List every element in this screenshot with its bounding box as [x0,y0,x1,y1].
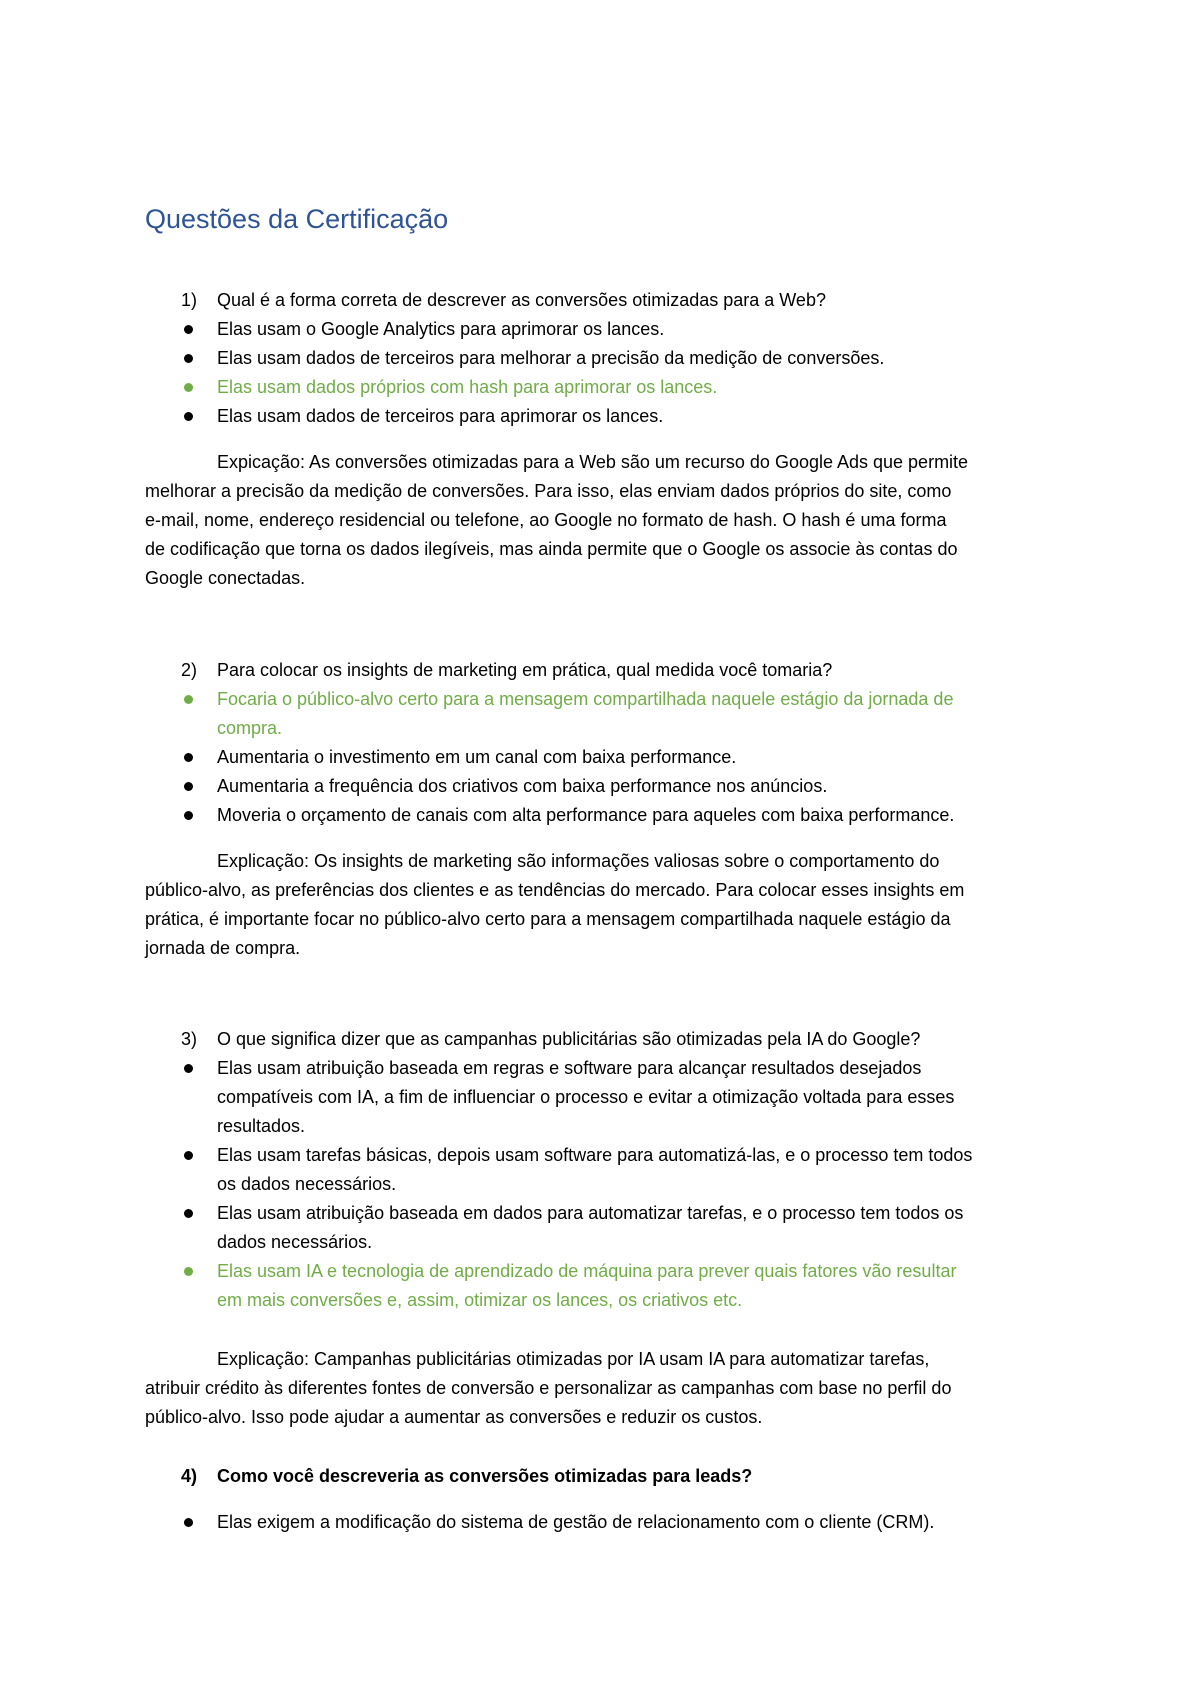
explanation-1 [145,448,1065,593]
question-text: O que significa dizer que as campanhas publicitárias são otimizadas pela IA do Google? [217,1029,921,1049]
question-3 [181,1025,1081,1315]
option-text-line: resultados. [217,1116,306,1136]
option-text-line: Elas usam dados de terceiros para aprimorar os lances. [217,406,664,426]
option-item [181,344,1081,373]
option-item [181,402,1081,431]
option-item [181,1508,1081,1537]
bullet-icon [181,1141,217,1170]
page-title: Questões da Certificação [145,204,449,234]
option-item [181,801,1081,830]
option-text-line: Elas usam dados de terceiros para melhorar a precisão da medição de conversões. [217,348,885,368]
explanation-2 [145,847,1065,963]
option-text-line: dados necessários. [217,1232,373,1252]
question-header [181,286,1081,315]
question-number: 1) [181,290,198,310]
explanation-line: prática, é importante focar no público-alvo certo para a mensagem compartilhada naquele estágio da [145,909,951,929]
question-header [181,1025,1081,1054]
explanation-line: jornada de compra. [145,938,301,958]
option-text-line: os dados necessários. [217,1174,397,1194]
option-text-line: Aumentaria a frequência dos criativos com baixa performance nos anúncios. [217,776,828,796]
option-item [181,743,1081,772]
explanation-line: Expicação: As conversões otimizadas para a Web são um recurso do Google Ads que permite [217,452,969,472]
question-text: Como você descreveria as conversões otimizadas para leads? [217,1466,753,1486]
explanation-line: Google conectadas. [145,568,306,588]
question-number: 4) [181,1466,198,1486]
explanation-line: Explicação: Campanhas publicitárias otimizadas por IA usam IA para automatizar tarefas, [217,1349,930,1369]
option-text-line: Moveria o orçamento de canais com alta performance para aqueles com baixa performance. [217,805,955,825]
option-item [181,685,1081,743]
option-item [181,1054,1081,1141]
bullet-icon [181,685,217,714]
option-item [181,1199,1081,1257]
explanation-line: melhorar a precisão da medição de conversões. Para isso, elas enviam dados próprios do site, como [145,481,952,501]
question-header [181,656,1081,685]
explanation-line: e-mail, nome, endereço residencial ou telefone, ao Google no formato de hash. O hash é uma forma [145,510,947,530]
option-item [181,1257,1081,1315]
question-text: Para colocar os insights de marketing em prática, qual medida você tomaria? [217,660,833,680]
bullet-icon [181,1199,217,1228]
question-text: Qual é a forma correta de descrever as conversões otimizadas para a Web? [217,290,826,310]
option-text-line: compra. [217,718,283,738]
explanation-line: Explicação: Os insights de marketing são informações valiosas sobre o comportamento do [217,851,940,871]
question-number: 3) [181,1029,198,1049]
option-text-line: Elas usam IA e tecnologia de aprendizado de máquina para prever quais fatores vão resultar [217,1261,957,1281]
option-item [181,772,1081,801]
question-number: 2) [181,660,198,680]
option-text-line: Elas usam dados próprios com hash para aprimorar os lances. [217,377,718,397]
explanation-line: atribuir crédito às diferentes fontes de conversão e personalizar as campanhas com base no perfil do [145,1378,952,1398]
option-text-line: Elas exigem a modificação do sistema de gestão de relacionamento com o cliente (CRM). [217,1512,935,1532]
bullet-icon [181,1257,217,1286]
question-header [181,1462,1081,1491]
question-2 [181,656,1081,830]
bullet-icon [181,772,217,801]
bullet-icon [181,373,217,402]
bullet-icon [181,801,217,830]
option-text-line: Elas usam o Google Analytics para aprimorar os lances. [217,319,665,339]
option-item [181,373,1081,402]
option-text-line: Elas usam atribuição baseada em regras e software para alcançar resultados desejados [217,1058,922,1078]
option-item [181,315,1081,344]
bullet-icon [181,1508,217,1537]
question-4 [181,1462,1081,1537]
bullet-icon [181,743,217,772]
explanation-line: público-alvo, as preferências dos clientes e as tendências do mercado. Para colocar esses insights em [145,880,965,900]
option-text-line: em mais conversões e, assim, otimizar os lances, os criativos etc. [217,1290,743,1310]
option-text-line: Elas usam atribuição baseada em dados para automatizar tarefas, e o processo tem todos os [217,1203,964,1223]
explanation-3 [145,1345,1065,1432]
bullet-icon [181,344,217,373]
option-text-line: compatíveis com IA, a fim de influenciar o processo e evitar a otimização voltada para esses [217,1087,955,1107]
explanation-line: público-alvo. Isso pode ajudar a aumentar as conversões e reduzir os custos. [145,1407,763,1427]
bullet-icon [181,315,217,344]
option-item [181,1141,1081,1199]
explanation-line: de codificação que torna os dados ilegíveis, mas ainda permite que o Google os associe às contas do [145,539,958,559]
option-text-line: Elas usam tarefas básicas, depois usam software para automatizá-las, e o processo tem todos [217,1145,973,1165]
question-1 [181,286,1081,431]
bullet-icon [181,402,217,431]
option-text-line: Focaria o público-alvo certo para a mensagem compartilhada naquele estágio da jornada de [217,689,954,709]
option-text-line: Aumentaria o investimento em um canal com baixa performance. [217,747,737,767]
bullet-icon [181,1054,217,1083]
